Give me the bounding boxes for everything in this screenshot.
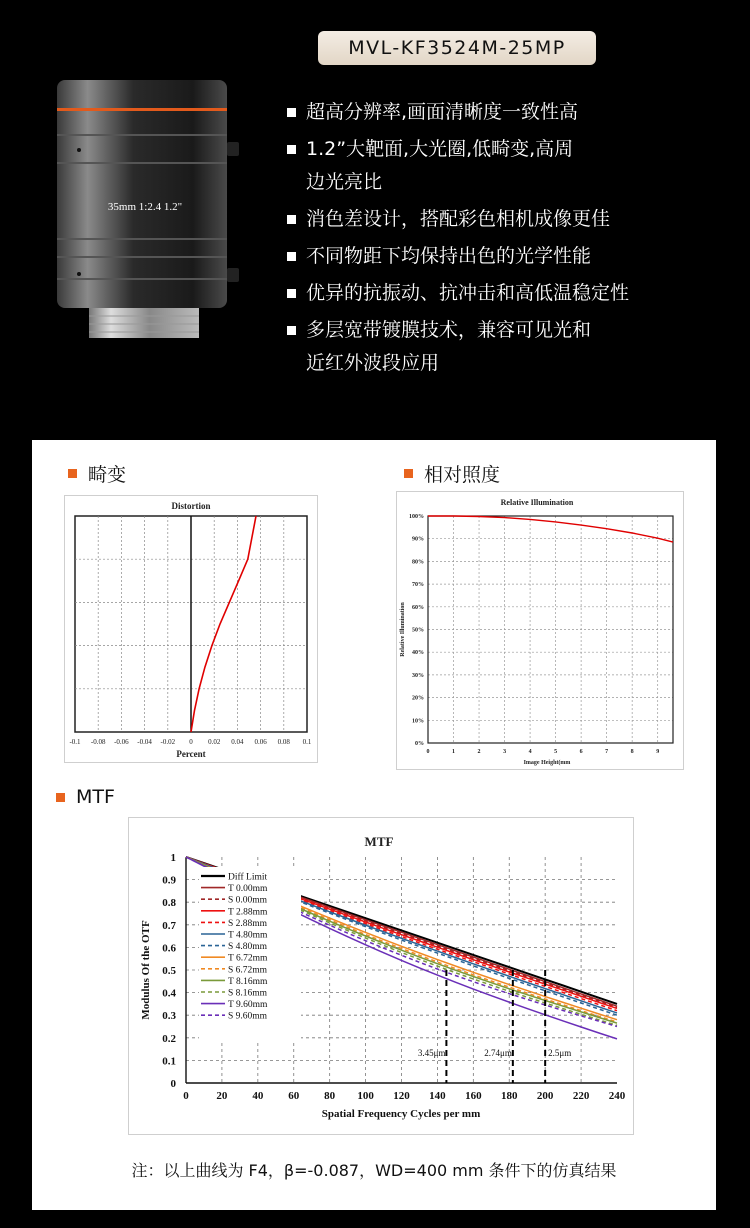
x-tick-label: 4: [528, 749, 532, 755]
x-axis-label: Percent: [176, 749, 206, 759]
illumination-curve: [428, 516, 673, 542]
x-tick-label: 0: [189, 738, 193, 746]
frequency-marker-label: 2.5μm: [548, 1047, 572, 1058]
legend-label: S 8.16mm: [228, 988, 268, 999]
y-tick-label: 100%: [409, 514, 424, 520]
y-tick-label: 0: [170, 1078, 176, 1090]
lens-marking: 35mm 1:2.4 1.2": [107, 201, 183, 213]
mtf-heading: [56, 786, 115, 808]
x-tick-label: 0.06: [254, 738, 267, 746]
feature-text: 消色差设计，搭配彩色相机成像更佳: [306, 208, 611, 230]
y-tick-label: 0.5: [162, 965, 176, 977]
footnote: 注：以上曲线为 F4，β=-0.087，WD=400 mm 条件下的仿真结果: [131, 1161, 617, 1180]
x-tick-label: 140: [429, 1090, 446, 1102]
x-axis-label: Image Height(mm: [523, 760, 571, 766]
heading-marker-icon: [68, 469, 77, 478]
legend-label: S 6.72mm: [228, 965, 268, 976]
bullet-icon: [287, 326, 296, 335]
charts-panel: [32, 440, 716, 1210]
frequency-marker-label: 2.74μm: [484, 1047, 512, 1058]
y-tick-label: 80%: [412, 559, 424, 566]
bullet-icon: [287, 252, 296, 261]
legend-label: T 2.88mm: [228, 907, 268, 918]
legend-label: T 6.72mm: [228, 953, 268, 964]
distortion-chart: [64, 495, 318, 763]
x-tick-label: 160: [465, 1090, 482, 1102]
legend-label: S 4.80mm: [228, 942, 268, 953]
x-tick-label: 100: [357, 1090, 374, 1102]
x-tick-label: 60: [288, 1090, 300, 1102]
y-tick-label: 70%: [412, 582, 424, 589]
y-tick-label: 40%: [412, 650, 424, 657]
feature-text: 1.2”大靶面,大光圈,低畸变,高周 边光亮比: [306, 138, 574, 193]
illumination-chart-svg: [397, 492, 683, 769]
chart-title: MTF: [364, 834, 394, 849]
x-tick-label: 0.04: [231, 738, 244, 746]
distortion-curve: [191, 516, 256, 732]
feature-item: [286, 96, 726, 129]
y-tick-label: 0.8: [162, 897, 176, 910]
legend-label: T 0.00mm: [228, 884, 268, 895]
chart-title: Relative Illumination: [500, 498, 574, 507]
legend-label: S 2.88mm: [228, 918, 268, 929]
x-tick-label: 9: [656, 749, 660, 755]
illumination-heading-text: 相对照度: [424, 464, 501, 486]
frequency-marker-label: 3.45μm: [417, 1047, 446, 1058]
feature-item: [286, 277, 726, 310]
feature-item: [286, 203, 726, 236]
feature-text: 多层宽带镀膜技术，兼容可见光和 近红外波段应用: [306, 319, 592, 374]
feature-item: [286, 240, 726, 273]
x-tick-label: -0.04: [137, 738, 152, 746]
x-tick-label: 180: [501, 1090, 518, 1102]
x-tick-label: 0.1: [302, 738, 312, 746]
y-tick-label: 0%: [415, 741, 424, 747]
mtf-chart: [128, 817, 634, 1135]
x-tick-label: -0.08: [90, 738, 106, 746]
x-tick-label: 0: [426, 749, 430, 755]
y-axis-label: Relative Illumination: [400, 602, 406, 657]
x-tick-label: 200: [536, 1090, 554, 1102]
y-tick-label: 10%: [412, 718, 424, 725]
feature-list: [286, 96, 726, 384]
x-tick-label: 8: [630, 749, 634, 755]
bullet-icon: [287, 108, 296, 117]
feature-text: 优异的抗振动、抗冲击和高低温稳定性: [306, 282, 630, 304]
illumination-heading: [404, 460, 500, 487]
x-axis-label: Spatial Frequency Cycles per mm: [321, 1108, 481, 1120]
y-tick-label: 1: [170, 852, 176, 864]
mtf-chart-svg: [129, 818, 633, 1134]
illumination-chart: [396, 491, 684, 770]
y-tick-label: 0.2: [162, 1032, 176, 1045]
y-tick-label: 90%: [412, 536, 424, 543]
x-tick-label: 240: [608, 1090, 626, 1102]
mtf-heading-text: MTF: [76, 786, 115, 808]
y-tick-label: 20%: [412, 695, 424, 702]
legend-label: T 9.60mm: [228, 1000, 268, 1011]
legend-label: S 0.00mm: [228, 895, 268, 906]
distortion-heading-text: 畸变: [88, 464, 127, 486]
y-tick-label: 0.4: [162, 987, 176, 1000]
model-badge: MVL-KF3524M-25MP: [318, 31, 596, 65]
heading-marker-icon: [56, 793, 65, 802]
x-tick-label: 80: [324, 1090, 336, 1102]
x-tick-label: 2: [477, 749, 481, 755]
x-tick-label: 40: [252, 1090, 264, 1102]
legend-label: S 9.60mm: [228, 1011, 268, 1022]
x-tick-label: 20: [216, 1090, 228, 1102]
chart-title: Distortion: [171, 501, 211, 511]
distortion-chart-svg: [65, 496, 317, 762]
bullet-icon: [287, 145, 296, 154]
x-tick-label: -0.02: [160, 738, 176, 746]
feature-item: [286, 133, 726, 199]
lens-image: [45, 72, 245, 342]
x-tick-label: 7: [605, 749, 609, 755]
legend-label: T 8.16mm: [228, 976, 268, 987]
bullet-icon: [287, 215, 296, 224]
y-tick-label: 0.3: [162, 1010, 176, 1023]
distortion-heading: [68, 460, 126, 487]
feature-text: 不同物距下均保持出色的光学性能: [306, 245, 592, 267]
x-tick-label: 120: [393, 1090, 410, 1102]
x-tick-label: 3: [503, 749, 507, 755]
x-tick-label: 0.02: [208, 738, 221, 746]
x-tick-label: -0.1: [69, 738, 81, 746]
y-tick-label: 0.1: [162, 1055, 176, 1068]
y-tick-label: 0.6: [162, 942, 176, 955]
legend-label: Diff Limit: [228, 872, 268, 883]
x-tick-label: 6: [579, 749, 583, 755]
x-tick-label: 0.08: [277, 738, 290, 746]
y-tick-label: 60%: [412, 604, 424, 611]
y-axis-label: Modulus Of the OTF: [140, 920, 152, 1020]
x-tick-label: 1: [452, 749, 456, 755]
y-tick-label: 0.7: [162, 919, 176, 932]
heading-marker-icon: [404, 469, 413, 478]
feature-item: [286, 314, 726, 380]
x-tick-label: 0: [183, 1090, 189, 1102]
y-tick-label: 0.9: [162, 874, 176, 887]
y-tick-label: 30%: [412, 672, 424, 679]
x-tick-label: 220: [572, 1090, 590, 1102]
legend-label: T 4.80mm: [228, 930, 268, 941]
feature-text: 超高分辨率,画面清晰度一致性高: [306, 101, 579, 123]
bullet-icon: [287, 289, 296, 298]
y-tick-label: 50%: [412, 627, 424, 634]
x-tick-label: -0.06: [114, 738, 129, 746]
x-tick-label: 5: [554, 749, 558, 755]
